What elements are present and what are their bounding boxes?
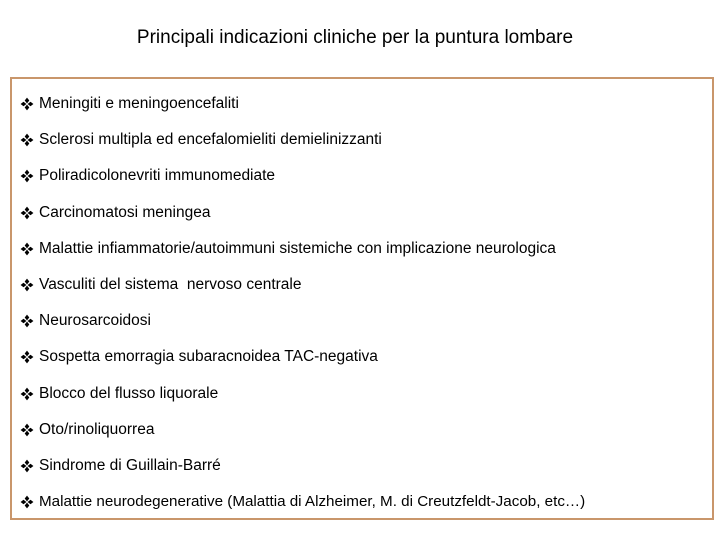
list-item-text: Blocco del flusso liquorale — [39, 384, 219, 402]
list-item — [20, 384, 708, 420]
list-item-text: Carcinomatosi meningea — [39, 203, 211, 221]
four-diamond-bullet-icon — [20, 242, 34, 256]
four-diamond-bullet-icon — [20, 495, 34, 509]
list-item-text: Poliradicolonevriti immunomediate — [39, 167, 276, 185]
list-item — [20, 130, 708, 166]
four-diamond-bullet-icon — [20, 278, 34, 292]
four-diamond-bullet-icon — [20, 459, 34, 473]
four-diamond-bullet-icon — [20, 97, 34, 111]
list-item-text: Oto/rinoliquorrea — [39, 420, 155, 438]
list-item — [20, 239, 708, 275]
four-diamond-bullet-icon — [20, 206, 34, 220]
list-item-text: Sospetta emorragia subaracnoidea TAC-negativa — [39, 348, 378, 366]
four-diamond-bullet-icon — [20, 133, 34, 147]
four-diamond-bullet-icon — [20, 423, 34, 437]
indications-list — [20, 94, 708, 528]
four-diamond-bullet-icon — [20, 350, 34, 364]
list-item-text: Malattie infiammatorie/autoimmuni sistemiche con implicazione neurologica — [39, 239, 556, 257]
indications-box — [10, 77, 714, 520]
list-item — [20, 311, 708, 347]
list-item-text: Sclerosi multipla ed encefalomieliti demielinizzanti — [39, 131, 382, 149]
list-item — [20, 420, 708, 456]
four-diamond-bullet-icon — [20, 314, 34, 328]
list-item-text: Neurosarcoidosi — [39, 312, 151, 330]
list-item — [20, 166, 708, 202]
list-item — [20, 94, 708, 130]
list-item — [20, 492, 708, 528]
list-item — [20, 347, 708, 383]
list-item-text: Sindrome di Guillain-Barré — [39, 456, 221, 474]
list-item-text: Vasculiti del sistema nervoso centrale — [39, 275, 302, 293]
list-item — [20, 456, 708, 492]
list-item — [20, 203, 708, 239]
list-item — [20, 275, 708, 311]
four-diamond-bullet-icon — [20, 387, 34, 401]
slide-title: Principali indicazioni cliniche per la puntura lombare — [136, 27, 574, 48]
list-item-text: Malattie neurodegenerative (Malattia di Alzheimer, M. di Creutzfeldt-Jacob, etc…) — [39, 493, 586, 511]
four-diamond-bullet-icon — [20, 169, 34, 183]
list-item-text: Meningiti e meningoencefaliti — [39, 95, 239, 112]
